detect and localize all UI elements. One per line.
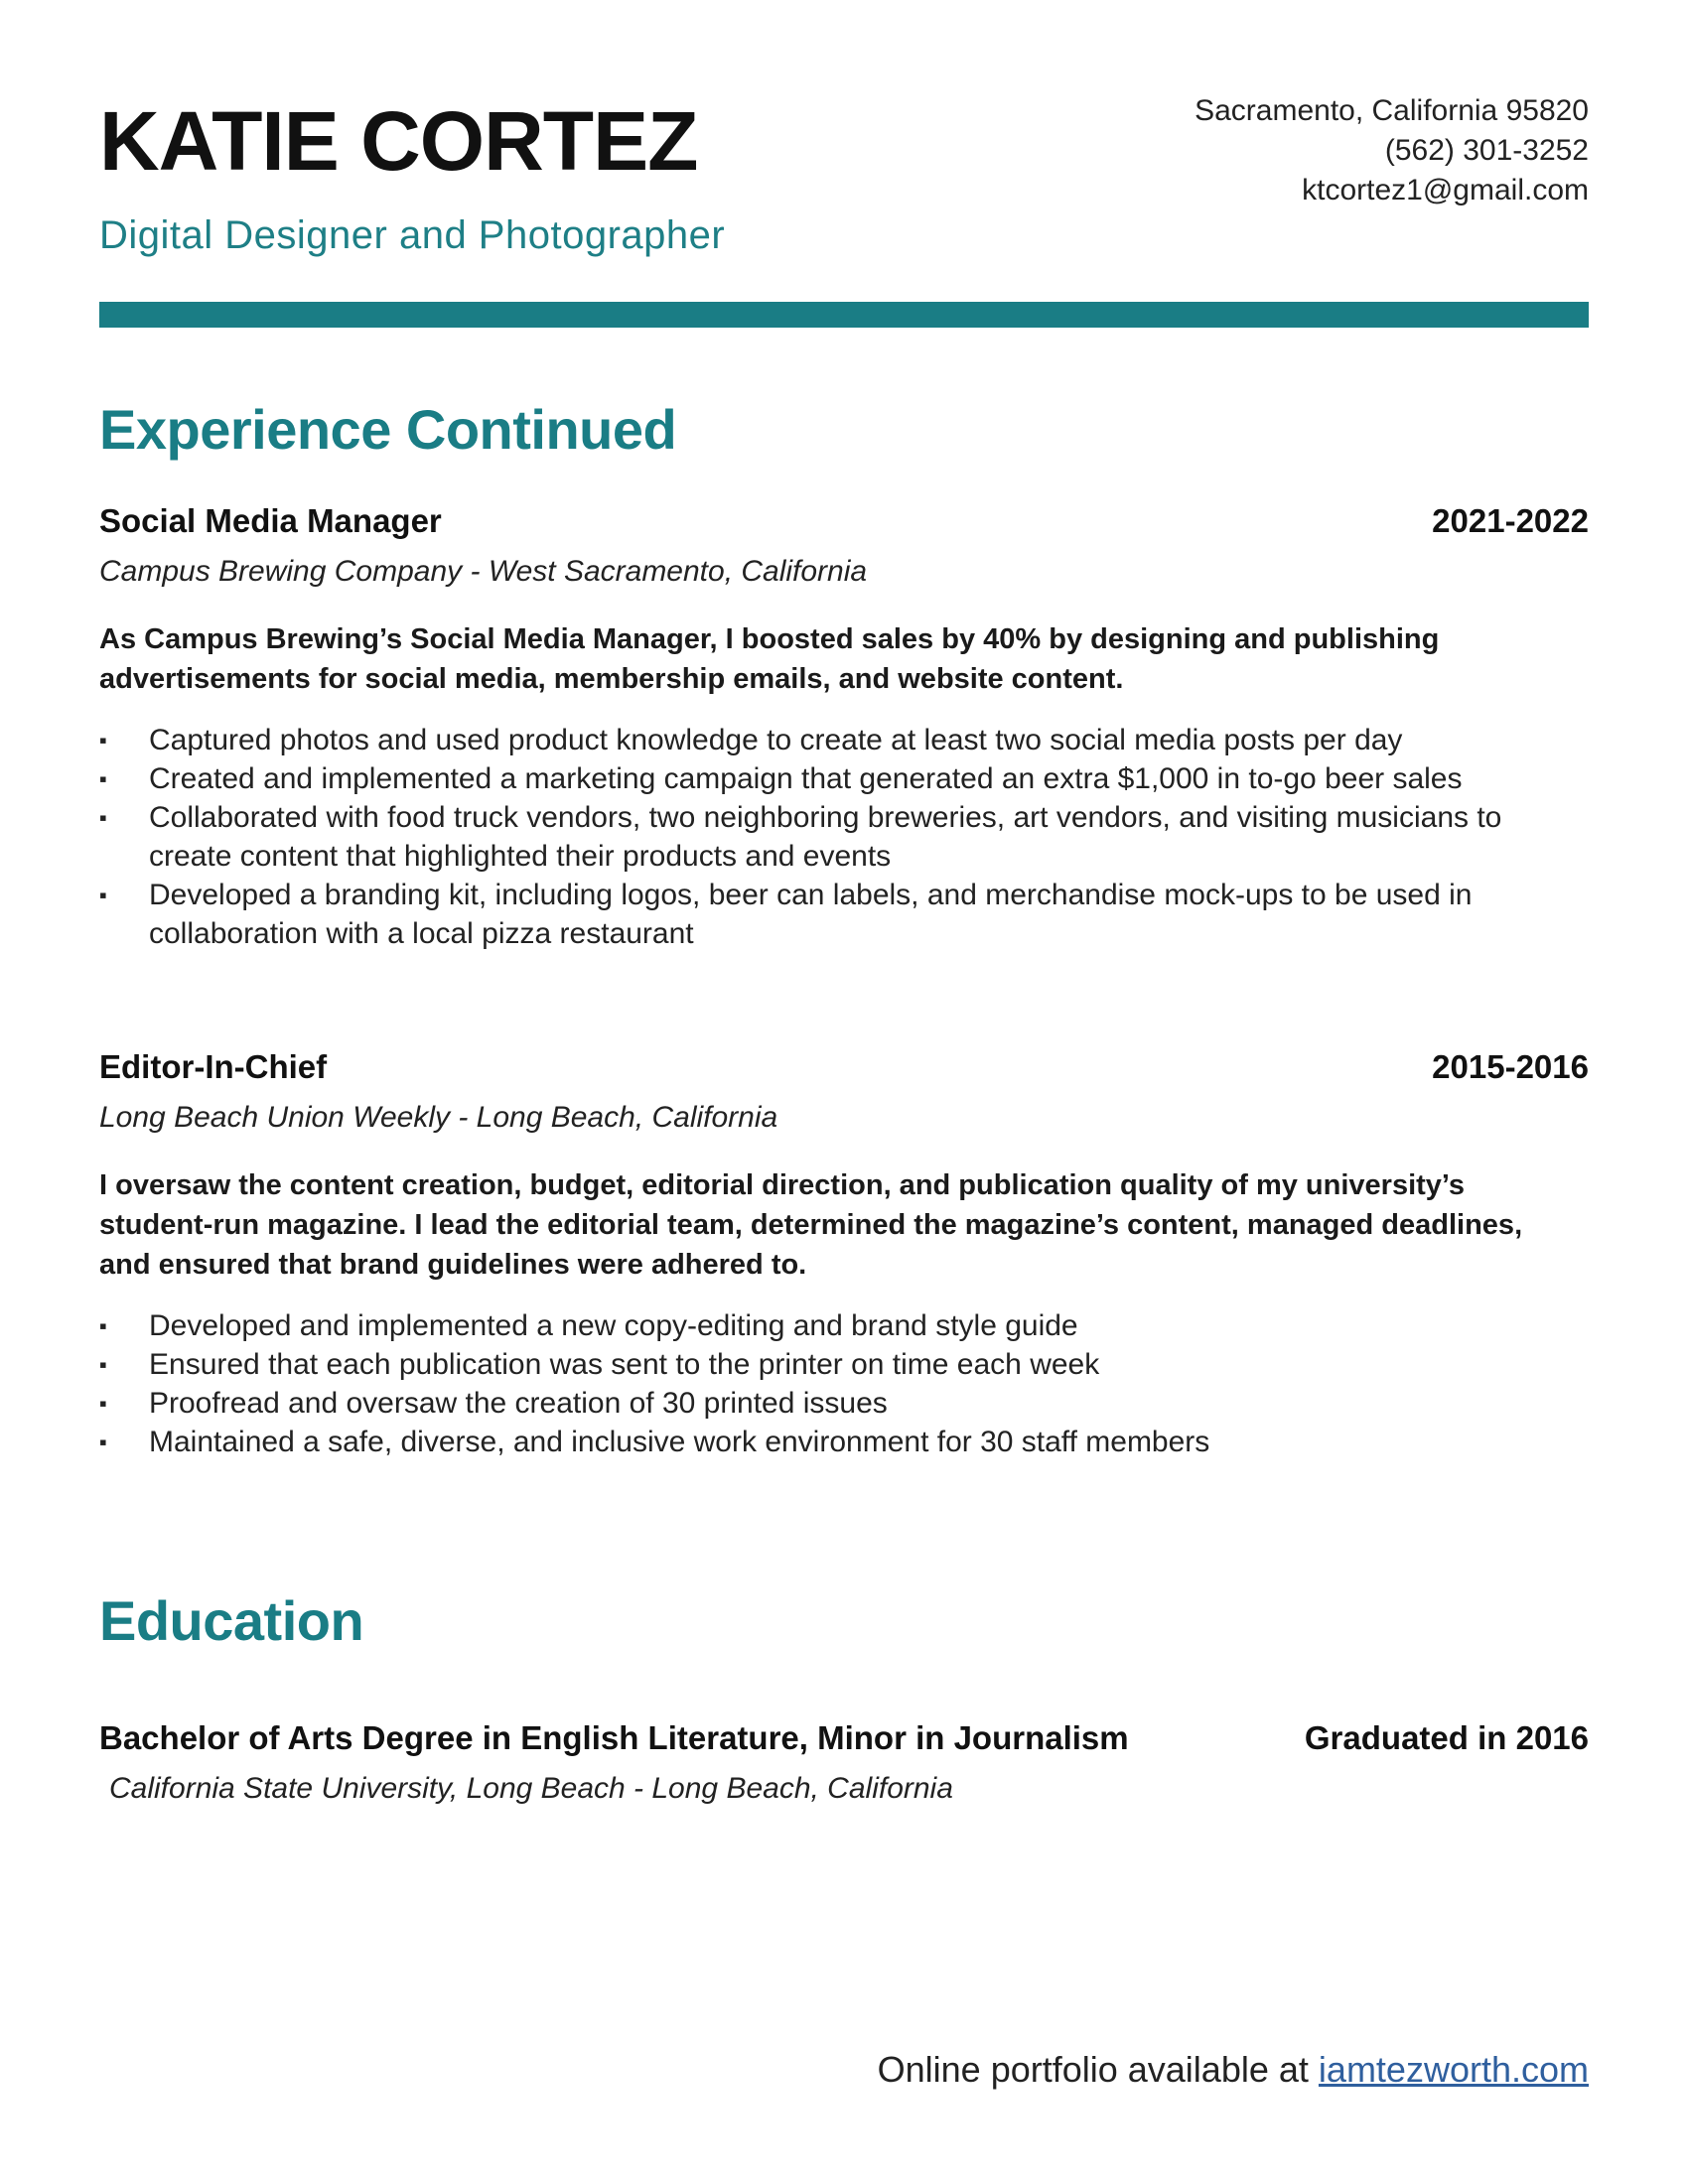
education-degree: Bachelor of Arts Degree in English Literature, Minor in Journalism <box>99 1719 1129 1756</box>
bullet-icon: ▪ <box>99 1352 107 1377</box>
list-item: ▪ Ensured that each publication was sent to the printer on time each week <box>99 1345 1589 1384</box>
candidate-subtitle: Digital Designer and Photographer <box>99 213 726 257</box>
job-entry-social-media-manager <box>99 500 1589 953</box>
education-header <box>99 1717 1589 1759</box>
job-dates: 2015-2016 <box>1432 1048 1589 1085</box>
job-summary: As Campus Brewing’s Social Media Manager, I boosted sales by 40% by designing and publishing advertisements for social media, membership emails, and website content. <box>99 623 1440 695</box>
portfolio-link[interactable]: iamtezworth.com <box>1318 2049 1589 2090</box>
education-section-title: Education <box>99 1589 364 1652</box>
job-bullet-list <box>99 721 1589 953</box>
job-entry-editor-in-chief <box>99 1046 1589 1461</box>
education-graduated: Graduated in 2016 <box>1304 1719 1589 1756</box>
header-divider <box>99 302 1589 328</box>
list-item: ▪ Developed and implemented a new copy-editing and brand style guide <box>99 1306 1589 1345</box>
list-item: ▪ Proofread and oversaw the creation of 30 printed issues <box>99 1384 1589 1423</box>
list-item: ▪ Collaborated with food truck vendors, two neighboring breweries, art vendors, and visiting musicians to create content that highlighted their products and events <box>99 798 1589 876</box>
footer-text: Online portfolio available at <box>877 2049 1309 2090</box>
job-summary: I oversaw the content creation, budget, editorial direction, and publication quality of my university’s student-run magazine. I lead the editorial team, determined the magazine’s content, managed deadlines, and ensured that brand guidelines were adhered to. <box>99 1169 1523 1281</box>
contact-block <box>1195 91 1589 210</box>
candidate-name: KATIE CORTEZ <box>99 94 698 188</box>
job-title: Editor-In-Chief <box>99 1048 328 1085</box>
job-bullet-list <box>99 1306 1589 1461</box>
contact-location: Sacramento, California 95820 <box>1195 94 1589 127</box>
contact-phone: (562) 301-3252 <box>1384 134 1589 167</box>
contact-email: ktcortez1@gmail.com <box>1302 174 1589 206</box>
bullet-icon: ▪ <box>99 766 107 791</box>
list-item: ▪ Maintained a safe, diverse, and inclusive work environment for 30 staff members <box>99 1423 1589 1461</box>
bullet-icon: ▪ <box>99 1313 107 1338</box>
education-school: California State University, Long Beach - Long Beach, California <box>109 1772 953 1805</box>
portfolio-footer <box>878 2047 1589 2093</box>
experience-section-title: Experience Continued <box>99 398 677 461</box>
job-organization: Campus Brewing Company - West Sacramento, California <box>99 555 868 588</box>
list-item: ▪ Captured photos and used product knowledge to create at least two social media posts per day <box>99 721 1589 759</box>
bullet-icon: ▪ <box>99 728 107 752</box>
list-item: ▪ Created and implemented a marketing campaign that generated an extra $1,000 in to-go beer sales <box>99 759 1589 798</box>
job-header <box>99 1046 1589 1088</box>
job-title: Social Media Manager <box>99 502 442 539</box>
bullet-icon: ▪ <box>99 1430 107 1454</box>
bullet-icon: ▪ <box>99 805 107 830</box>
job-dates: 2021-2022 <box>1432 502 1589 539</box>
bullet-icon: ▪ <box>99 1391 107 1416</box>
education-entry <box>99 1717 1589 1809</box>
job-header <box>99 500 1589 542</box>
job-organization: Long Beach Union Weekly - Long Beach, California <box>99 1101 778 1134</box>
list-item: ▪ Developed a branding kit, including logos, beer can labels, and merchandise mock-ups to be used in collaboration with a local pizza restaurant <box>99 876 1589 953</box>
bullet-icon: ▪ <box>99 883 107 907</box>
